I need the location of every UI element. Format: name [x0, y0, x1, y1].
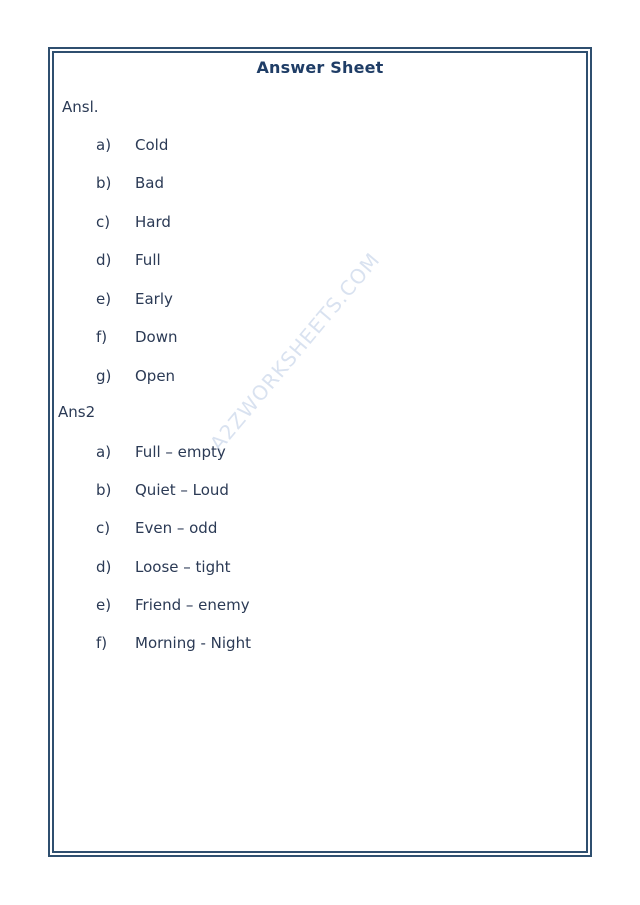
item-answer: Early [135, 290, 173, 308]
item-letter: c) [96, 519, 111, 537]
list-item [96, 596, 250, 618]
item-letter: a) [96, 136, 112, 154]
item-letter: f) [96, 634, 108, 652]
item-letter: e) [96, 290, 112, 308]
page-title: Answer Sheet [256, 58, 384, 77]
list-item [96, 290, 173, 312]
item-letter: b) [96, 174, 112, 192]
item-answer: Bad [135, 174, 165, 192]
list-item [96, 519, 217, 541]
item-answer: Cold [135, 136, 169, 154]
list-item [96, 251, 161, 273]
list-item [96, 367, 175, 389]
item-answer: Down [135, 328, 178, 346]
list-item [96, 634, 251, 656]
item-letter: d) [96, 251, 112, 269]
item-letter: b) [96, 481, 112, 499]
item-letter: g) [96, 367, 112, 385]
list-item [96, 481, 229, 503]
item-letter: e) [96, 596, 112, 614]
item-answer: Friend – enemy [135, 596, 250, 614]
item-answer: Quiet – Loud [135, 481, 229, 499]
list-item [96, 174, 164, 196]
item-letter: d) [96, 558, 112, 576]
item-answer: Hard [135, 213, 171, 231]
list-item [96, 136, 168, 158]
list-item [96, 443, 226, 465]
list-item [96, 558, 231, 580]
item-answer: Open [135, 367, 176, 385]
section-label-ans2: Ans2 [58, 403, 96, 421]
item-answer: Loose – tight [135, 558, 231, 576]
item-letter: f) [96, 328, 108, 346]
watermark: A2ZWORKSHEETS.COM [205, 247, 385, 456]
list-item [96, 213, 171, 235]
item-answer: Full – empty [135, 443, 226, 461]
item-answer: Even – odd [135, 519, 218, 537]
section-label-ans1: Ansl. [62, 98, 99, 116]
list-item [96, 328, 178, 350]
item-answer: Morning - Night [135, 634, 251, 652]
item-answer: Full [135, 251, 161, 269]
item-letter: a) [96, 443, 112, 461]
item-letter: c) [96, 213, 111, 231]
